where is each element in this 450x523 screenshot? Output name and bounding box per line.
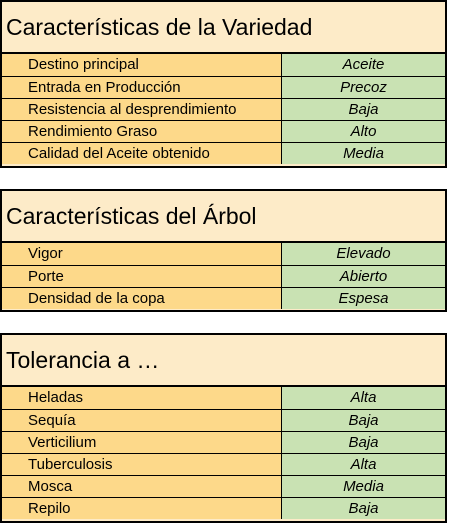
row-label: Resistencia al desprendimiento: [2, 99, 282, 120]
table-row: [2, 265, 445, 287]
row-label: Sequía: [2, 410, 282, 431]
variety-characteristics-panel: [0, 0, 447, 168]
row-label: Rendimiento Graso: [2, 121, 282, 142]
table-row: [2, 76, 445, 98]
variety-characteristics-title: Características de la Variedad: [2, 2, 445, 54]
row-value: Baja: [282, 432, 445, 453]
row-value: Alta: [282, 387, 445, 409]
table-row: [2, 431, 445, 453]
row-label: Heladas: [2, 387, 282, 409]
table-row: [2, 409, 445, 431]
row-label: Tuberculosis: [2, 454, 282, 475]
table-row: [2, 98, 445, 120]
table-row: [2, 54, 445, 76]
tolerance-panel: [0, 333, 447, 523]
row-label: Densidad de la copa: [2, 288, 282, 309]
row-value: Alto: [282, 121, 445, 142]
row-label: Entrada en Producción: [2, 77, 282, 98]
row-value: Precoz: [282, 77, 445, 98]
tolerance-title: Tolerancia a …: [2, 335, 445, 387]
table-row: [2, 475, 445, 497]
table-row: [2, 120, 445, 142]
table-row: [2, 287, 445, 309]
row-label: Calidad del Aceite obtenido: [2, 143, 282, 164]
table-row: [2, 387, 445, 409]
table-row: [2, 142, 445, 164]
row-label: Vigor: [2, 243, 282, 265]
row-value: Elevado: [282, 243, 445, 265]
row-value: Baja: [282, 410, 445, 431]
variety-characteristics-table: [2, 54, 445, 164]
table-row: [2, 453, 445, 475]
row-value: Espesa: [282, 288, 445, 309]
tree-characteristics-title: Características del Árbol: [2, 191, 445, 243]
row-label: Porte: [2, 266, 282, 287]
row-value: Media: [282, 143, 445, 164]
table-row: [2, 497, 445, 519]
row-value: Aceite: [282, 54, 445, 76]
row-value: Media: [282, 476, 445, 497]
row-label: Destino principal: [2, 54, 282, 76]
tree-characteristics-table: [2, 243, 445, 309]
row-label: Repilo: [2, 498, 282, 519]
row-value: Alta: [282, 454, 445, 475]
row-label: Mosca: [2, 476, 282, 497]
tree-characteristics-panel: [0, 189, 447, 312]
row-label: Verticilium: [2, 432, 282, 453]
tolerance-table: [2, 387, 445, 519]
table-row: [2, 243, 445, 265]
row-value: Baja: [282, 498, 445, 519]
row-value: Baja: [282, 99, 445, 120]
row-value: Abierto: [282, 266, 445, 287]
